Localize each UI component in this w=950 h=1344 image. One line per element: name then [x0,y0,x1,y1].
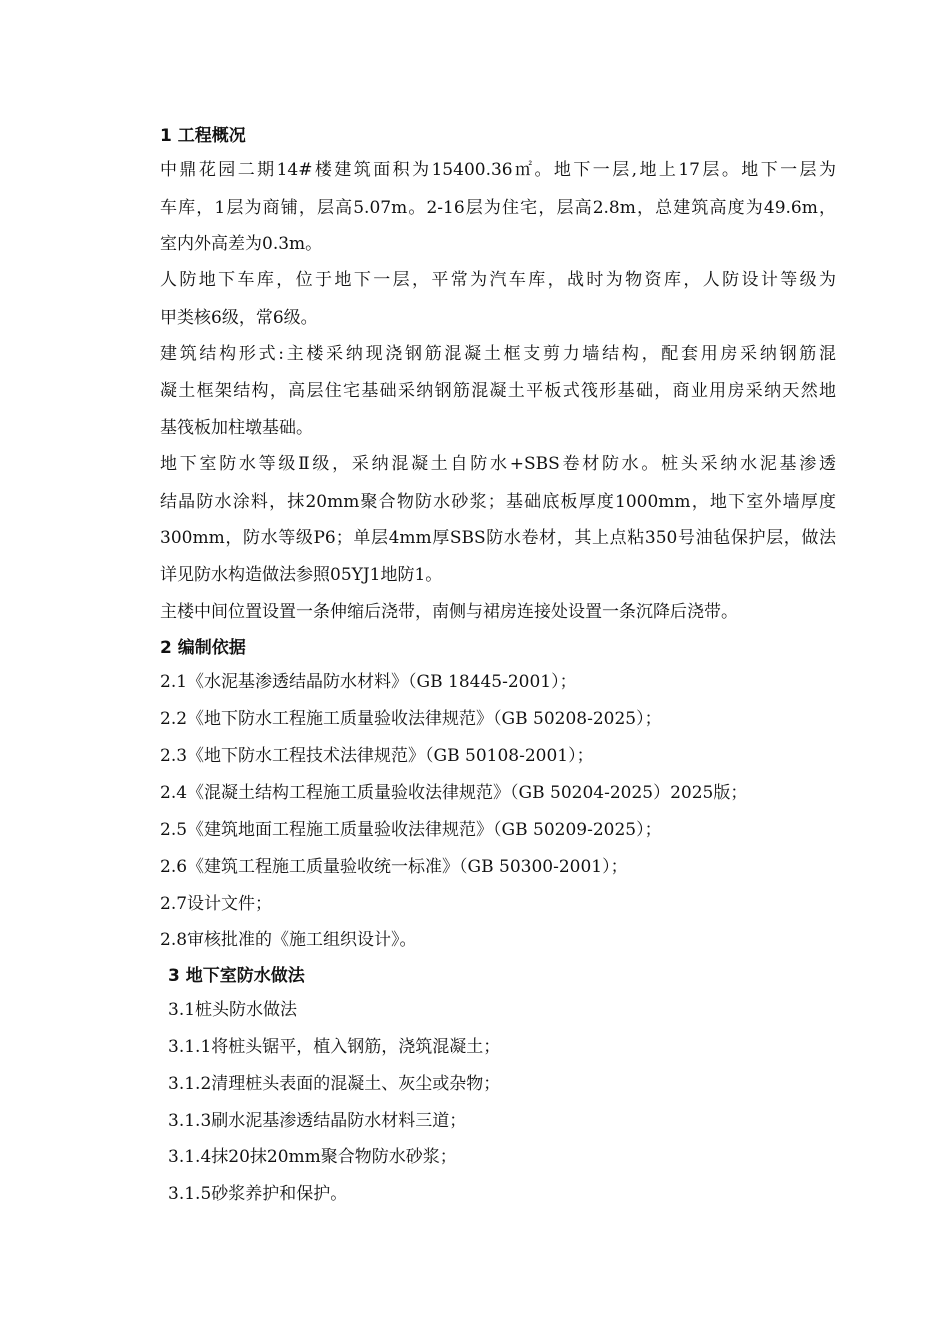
section-1-heading: 1 工程概况 [160,126,246,146]
section-3-item-3: 3.1.3刷水泥基渗透结晶防水材料三道； [168,1111,467,1131]
section-3-sub-heading: 3.1桩头防水做法 [168,1000,298,1020]
section-2-item-6: 2.6《建筑工程施工质量验收统一标准》（GB 50300-2001）； [160,857,628,877]
section-3-item-4: 3.1.4抹20抹20mm聚合物防水砂浆； [168,1147,457,1167]
section-2-item-7: 2.7设计文件； [160,894,273,914]
section-1-p4-line4: 详见防水构造做法参照05YJ1地防1。 [160,565,443,585]
section-1-p3-line2: 凝土框架结构，高层住宅基础采纳钢筋混凝土平板式筏形基础，商业用房采纳天然地 [160,381,836,401]
section-1-p1-line2: 车库，1层为商铺，层高5.07m。2-16层为住宅，层高2.8m，总建筑高度为49.6m， [160,198,836,218]
section-2-item-8: 2.8审核批准的《施工组织设计》。 [160,930,417,950]
section-1-p2-line1: 人防地下车库，位于地下一层，平常为汽车库，战时为物资库，人防设计等级为 [160,270,836,290]
section-2-item-1: 2.1《水泥基渗透结晶防水材料》（GB 18445-2001）； [160,672,577,692]
section-2-item-2: 2.2《地下防水工程施工质量验收法律规范》（GB 50208-2025）； [160,709,662,729]
section-1-p5: 主楼中间位置设置一条伸缩后浇带，南侧与裙房连接处设置一条沉降后浇带。 [160,602,738,622]
section-2-heading: 2 编制依据 [160,638,246,658]
section-1-p4-line2: 结晶防水涂料，抹20mm聚合物防水砂浆；基础底板厚度1000mm，地下室外墙厚度 [160,492,836,512]
section-3-item-5: 3.1.5砂浆养护和保护。 [168,1184,348,1204]
section-3-item-2: 3.1.2清理桩头表面的混凝土、灰尘或杂物； [168,1074,501,1094]
section-1-p4-line1: 地下室防水等级Ⅱ级，采纳混凝土自防水+SBS卷材防水。桩头采纳水泥基渗透 [160,454,836,474]
section-1-p3-line3: 基筏板加柱墩基础。 [160,418,313,438]
section-1-p4-line3: 300mm，防水等级P6；单层4mm厚SBS防水卷材，其上点粘350号油毡保护层，做法 [160,528,836,548]
section-2-item-3: 2.3《地下防水工程技术法律规范》（GB 50108-2001）； [160,746,594,766]
section-1-p1-line3: 室内外高差为0.3m。 [160,234,323,254]
section-1-p2-line2: 甲类核6级，常6级。 [160,308,318,328]
section-2-item-5: 2.5《建筑地面工程施工质量验收法律规范》（GB 50209-2025）； [160,820,662,840]
section-1-p1-line1: 中鼎花园二期14#楼建筑面积为15400.36㎡。地下一层,地上17层。地下一层为 [160,160,836,180]
section-3-item-1: 3.1.1将桩头锯平，植入钢筋，浇筑混凝土； [168,1037,501,1057]
section-3-heading: 3 地下室防水做法 [168,966,305,986]
section-1-p3-line1: 建筑结构形式:主楼采纳现浇钢筋混凝土框支剪力墙结构，配套用房采纳钢筋混 [160,344,836,364]
section-2-item-4: 2.4《混凝土结构工程施工质量验收法律规范》（GB 50204-2025）2025版； [160,783,748,803]
